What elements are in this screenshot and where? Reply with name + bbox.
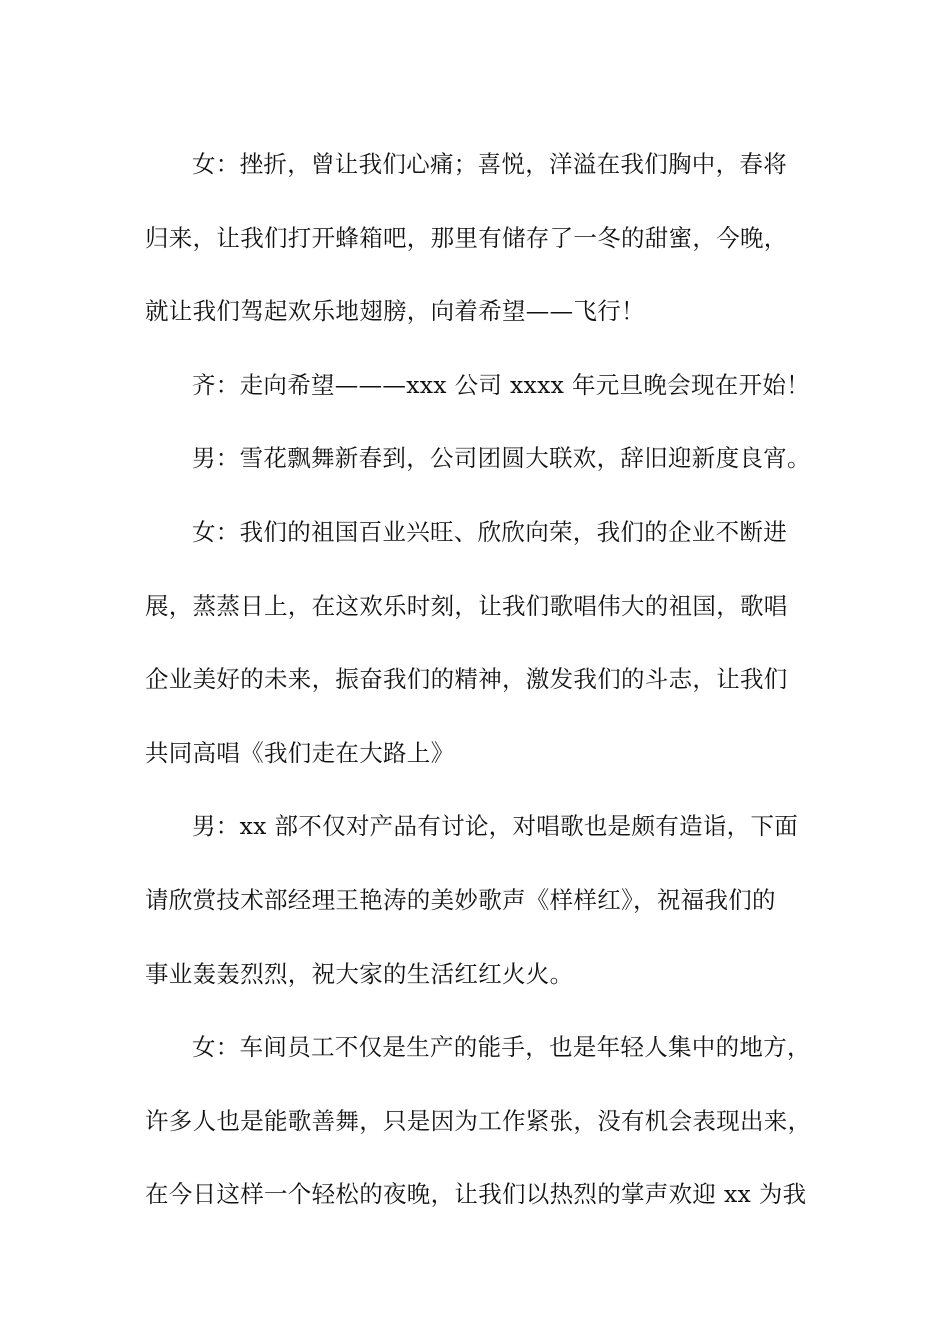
text-line: 女：挫折，曾让我们心痛；喜悦，洋溢在我们胸中，春将 (192, 150, 787, 178)
text-line: 企业美好的未来，振奋我们的精神，激发我们的斗志，让我们 (145, 665, 788, 694)
text-line: 事业轰轰烈烈，祝大家的生活红红火火。 (145, 959, 574, 988)
paragraph-6 (145, 1011, 812, 1232)
paragraph-1 (145, 128, 807, 349)
text-line: 归来，让我们打开蜂箱吧，那里有储存了一冬的甜蜜，今晚， (145, 223, 788, 252)
text-line: 女：我们的祖国百业兴旺、欣欣向荣，我们的企业不断进 (192, 517, 787, 546)
text-line: 就让我们驾起欢乐地翅膀，向着希望——飞行！ (145, 297, 645, 326)
paragraph-4 (145, 496, 807, 790)
text-line: 展，蒸蒸日上，在这欢乐时刻，让我们歌唱伟大的祖国，歌唱 (145, 591, 788, 620)
text-line: 男：xx 部不仅对产品有讨论，对唱歌也是颇有造诣，下面 (192, 812, 799, 841)
paragraph-5 (145, 790, 807, 1011)
paragraph-2 (145, 349, 810, 423)
text-line: 在今日这样一个轻松的夜晚，让我们以热烈的掌声欢迎 xx 为我 (145, 1180, 807, 1209)
text-line: 共同高唱《我们走在大路上》 (145, 738, 455, 767)
text-line: 请欣赏技术部经理王艳涛的美妙歌声《样样红》，祝福我们的 (145, 885, 776, 914)
document-body (145, 128, 812, 1232)
text-line: 许多人也是能歌善舞，只是因为工作紧张，没有机会表现出来， (145, 1106, 812, 1135)
text-line: 齐：走向希望———xxx 公司 xxxx 年元旦晚会现在开始！ (192, 370, 810, 399)
text-line: 女：车间员工不仅是生产的能手，也是年轻人集中的地方， (192, 1033, 811, 1062)
text-line: 男：雪花飘舞新春到，公司团圆大联欢，辞旧迎新度良宵。 (192, 444, 811, 473)
paragraph-3 (145, 422, 811, 496)
